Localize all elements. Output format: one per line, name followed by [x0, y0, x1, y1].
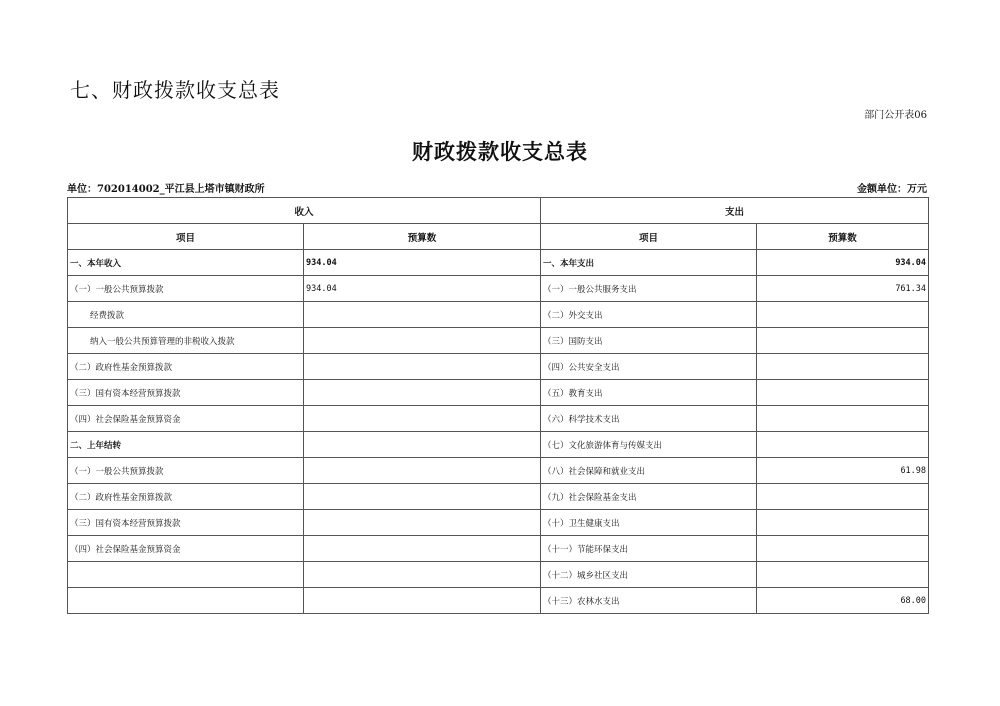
reporting-unit: 单位：702014002_平江县上塔市镇财政所 [67, 184, 265, 195]
expense-value-cell: 68.00 [757, 588, 929, 614]
income-item-cell: （三）国有资本经营预算拨款 [68, 380, 304, 406]
expense-item-cell: （十二）城乡社区支出 [541, 562, 757, 588]
header-row-columns [68, 224, 929, 250]
expense-value-cell: 761.34 [757, 276, 929, 302]
income-value-cell [304, 588, 541, 614]
expense-value-cell [757, 328, 929, 354]
income-value-cell [304, 458, 541, 484]
table-row [68, 458, 929, 484]
table-row [68, 432, 929, 458]
table-row [68, 406, 929, 432]
expense-item-cell: （十三）农林水支出 [541, 588, 757, 614]
expense-value-cell [757, 484, 929, 510]
expense-item-cell: （三）国防支出 [541, 328, 757, 354]
expense-item-cell: （十一）节能环保支出 [541, 536, 757, 562]
table-row [68, 484, 929, 510]
income-value-cell [304, 562, 541, 588]
income-item-cell: 一、本年收入 [68, 250, 304, 276]
budget-summary-table [67, 197, 929, 614]
expense-value-cell [757, 536, 929, 562]
income-value-cell [304, 354, 541, 380]
table-row [68, 380, 929, 406]
expense-value-cell [757, 302, 929, 328]
income-value-cell: 934.04 [304, 276, 541, 302]
expense-value-cell: 934.04 [757, 250, 929, 276]
income-value-cell [304, 328, 541, 354]
income-item-cell [68, 588, 304, 614]
table-row [68, 276, 929, 302]
expense-value-cell [757, 562, 929, 588]
income-item-cell: 二、上年结转 [68, 432, 304, 458]
table-body [68, 198, 929, 614]
expense-item-cell: （十）卫生健康支出 [541, 510, 757, 536]
table-row [68, 328, 929, 354]
income-budget-header: 预算数 [304, 224, 541, 250]
expense-value-cell [757, 380, 929, 406]
income-value-cell [304, 380, 541, 406]
expense-item-header: 项目 [541, 224, 757, 250]
expense-item-cell: （九）社会保险基金支出 [541, 484, 757, 510]
income-value-cell [304, 302, 541, 328]
table-row [68, 536, 929, 562]
income-value-cell [304, 536, 541, 562]
income-item-cell: （四）社会保险基金预算资金 [68, 406, 304, 432]
income-item-cell: （四）社会保险基金预算资金 [68, 536, 304, 562]
expense-value-cell [757, 510, 929, 536]
income-value-cell [304, 432, 541, 458]
income-value-cell [304, 510, 541, 536]
expense-item-cell: （六）科学技术支出 [541, 406, 757, 432]
header-row-group [68, 198, 929, 224]
expense-item-cell: （八）社会保障和就业支出 [541, 458, 757, 484]
table-title: 财政拨款收支总表 [412, 139, 588, 164]
expense-item-cell: （二）外交支出 [541, 302, 757, 328]
income-value-cell [304, 406, 541, 432]
amount-unit: 金额单位：万元 [857, 184, 927, 195]
expense-item-cell: （四）公共安全支出 [541, 354, 757, 380]
section-heading: 七、财政拨款收支总表 [70, 78, 280, 102]
expense-value-cell [757, 432, 929, 458]
expense-value-cell [757, 406, 929, 432]
income-value-cell: 934.04 [304, 250, 541, 276]
table-row [68, 562, 929, 588]
income-item-cell [68, 562, 304, 588]
table-row [68, 354, 929, 380]
income-item-cell: （二）政府性基金预算拨款 [68, 354, 304, 380]
income-item-cell: （一）一般公共预算拨款 [68, 276, 304, 302]
table-row [68, 588, 929, 614]
expense-budget-header: 预算数 [757, 224, 929, 250]
income-header: 收入 [68, 198, 541, 224]
table-row [68, 302, 929, 328]
income-item-header: 项目 [68, 224, 304, 250]
income-item-cell: （二）政府性基金预算拨款 [68, 484, 304, 510]
expense-item-cell: （一）一般公共服务支出 [541, 276, 757, 302]
income-item-cell: （三）国有资本经营预算拨款 [68, 510, 304, 536]
income-item-cell: （一）一般公共预算拨款 [68, 458, 304, 484]
table-row [68, 250, 929, 276]
income-item-cell: 经费拨款 [68, 302, 304, 328]
expense-header: 支出 [541, 198, 929, 224]
table-row [68, 510, 929, 536]
expense-item-cell: （五）教育支出 [541, 380, 757, 406]
expense-item-cell: （七）文化旅游体育与传媒支出 [541, 432, 757, 458]
expense-item-cell: 一、本年支出 [541, 250, 757, 276]
income-item-cell: 纳入一般公共预算管理的非税收入拨款 [68, 328, 304, 354]
income-value-cell [304, 484, 541, 510]
expense-value-cell: 61.98 [757, 458, 929, 484]
form-code: 部门公开表06 [864, 110, 927, 121]
expense-value-cell [757, 354, 929, 380]
